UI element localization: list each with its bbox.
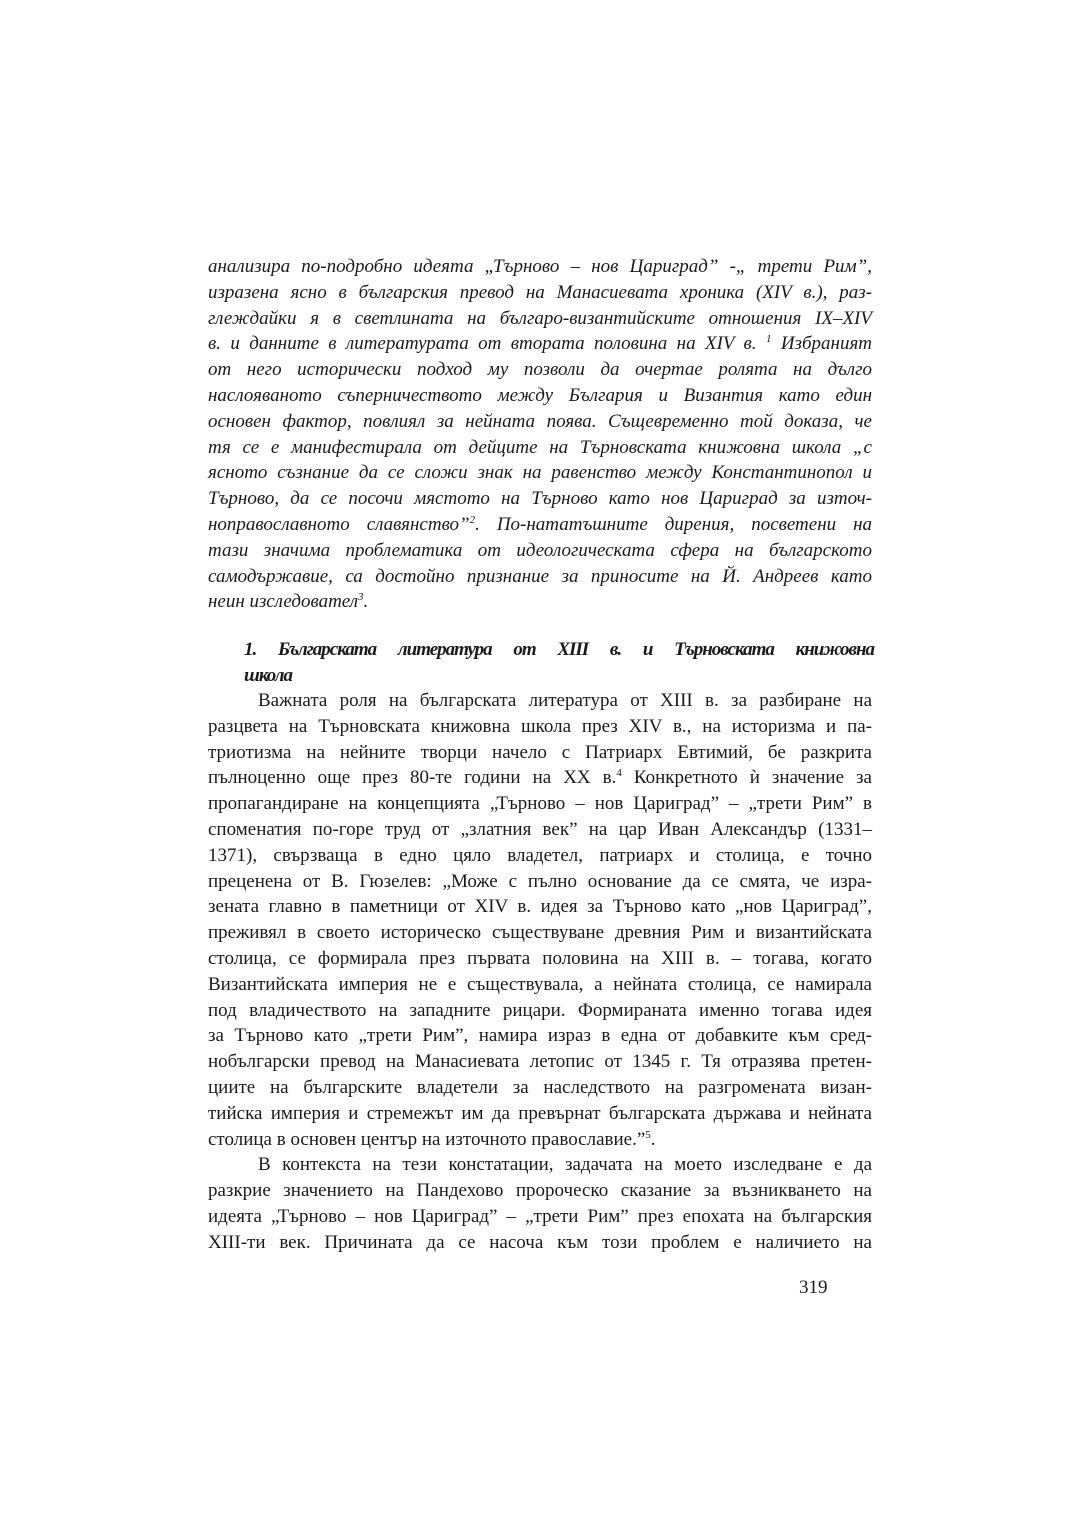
text-line: тази значима проблематика от идеологическата сфера на българското [208,539,872,561]
text-line: В контекста на тези констатации, задачата на моето изследване е да [258,1154,872,1176]
paragraph-2 [208,1152,872,1255]
text-line: зената главно в паметници от XIV в. идея за Търново като „нов Цариград”, [208,896,872,918]
text-line: нобългарски превод на Манасиевата летопис от 1345 г. Тя отразява претен- [208,1051,872,1073]
text-line: наслояваното съперничеството между България и Византия като един [208,384,872,406]
text-line: глеждайки я в светлината на българо-византийските отношения IX–XIV [208,307,872,329]
intro-paragraph [208,254,872,615]
text-line: преживял в своето историческо съществуване древния Рим и византийската [208,922,872,944]
footnote-ref: 3 [358,591,364,604]
text-line [208,765,872,791]
footnote-ref: 2 [469,513,476,526]
text-line: от него исторически подход му позволи да очертае ролята на дълго [208,359,872,381]
text-line [208,1127,872,1153]
text-fragment: . По-нататъшните дирения, посветени на [475,513,872,535]
text-line: самодържавие, са достойно признание за приносите на Й. Андреев като [208,565,872,587]
text-line: идеята „Търново – нов Цариград” – „трети Рим” през епохата на българския [208,1205,872,1227]
text-line: 1371), свързваща в едно цяло владетел, патриарх и столица, е точно [208,844,872,866]
text-line: анализира по-подробно идеята „Търново – нов Цариград” -„ трети Рим”, [208,256,872,277]
text-fragment: неин изследовател [208,591,359,613]
text-line: споменатия по-горе труд от „златния век” на цар Иван Александър (1331– [208,818,872,840]
heading-line: 1. Българската литература от XIII в. и Търновската книжовна [244,639,874,660]
text-line: под владичеството на западните рицари. Формираната именно тогава идея [208,999,872,1021]
page-number: 319 [799,1277,828,1298]
text-fragment: ноправославното славянство” [208,513,470,535]
text-line: циите на българските владетели за наследството на разгромената визан- [208,1076,872,1098]
section-heading [244,637,874,689]
text-fragment: . [363,591,369,613]
text-line: преценена от В. Гюзелев: „Може с пълно основание да се смята, че изра- [208,870,872,892]
text-line [208,512,872,538]
footnote-ref: 1 [765,333,772,346]
text-line: Търново, да се посочи мястото на Търново като нов Цариград за източ- [208,488,872,510]
text-fragment: в. и данните в литературата от втората половина на XIV в. [208,333,766,355]
text-line: пропагандиране на концепцията „Търново – нов Цариград” – „трети Рим” в [208,793,872,815]
text-fragment: столица в основен център на източното православие.” [208,1128,646,1150]
text-line: основен фактор, повлиял за нейната поява. Същевременно той доказа, че [208,410,872,432]
text-fragment: Конкретното ѝ значение за [621,767,872,789]
text-fragment: . [650,1128,656,1150]
text-line: за Търново като „трети Рим”, намира израз в една от добавките към сред- [208,1025,872,1047]
footnote-ref: 5 [645,1128,651,1141]
text-line: столица, се формирала през първата половина на XIII в. – тогава, когато [208,947,872,969]
text-line [208,589,872,615]
paragraph-1 [208,688,872,1152]
text-line: Важната роля на българската литература от XIII в. за разбиране на [258,690,872,711]
text-line [208,331,872,357]
text-line: разкрие значението на Пандехово пророческо сказание за възникването на [208,1180,872,1202]
text-line: триотизма на нейните творци начело с Патриарх Евтимий, бе разкрита [208,741,872,763]
text-line: ясното съзнание да се сложи знак на равенство между Константинопол и [208,462,872,484]
text-line: XIII-ти век. Причината да се насоча към този проблем е наличието на [208,1231,872,1253]
text-line: Византийската империя не е съществувала, а нейната столица, се намирала [208,973,872,995]
footnote-ref: 4 [616,767,622,780]
heading-line: школа [244,664,293,686]
text-line: изразена ясно в българския превод на Манасиевата хроника (XIV в.), раз- [208,281,872,303]
text-line: разцвета на Търновската книжовна школа през XIV в., на историзма и па- [208,715,872,737]
body-paragraphs [208,688,872,1256]
text-fragment: пълноценно още през 80-те години на XX в. [208,767,617,789]
text-line: тийска империя и стремежът им да превърнат българската държава и нейната [208,1102,872,1124]
text-fragment: Избраният [771,333,872,355]
text-line: тя се е манифестирала от дейците на Търновската книжовна школа „с [208,436,872,458]
